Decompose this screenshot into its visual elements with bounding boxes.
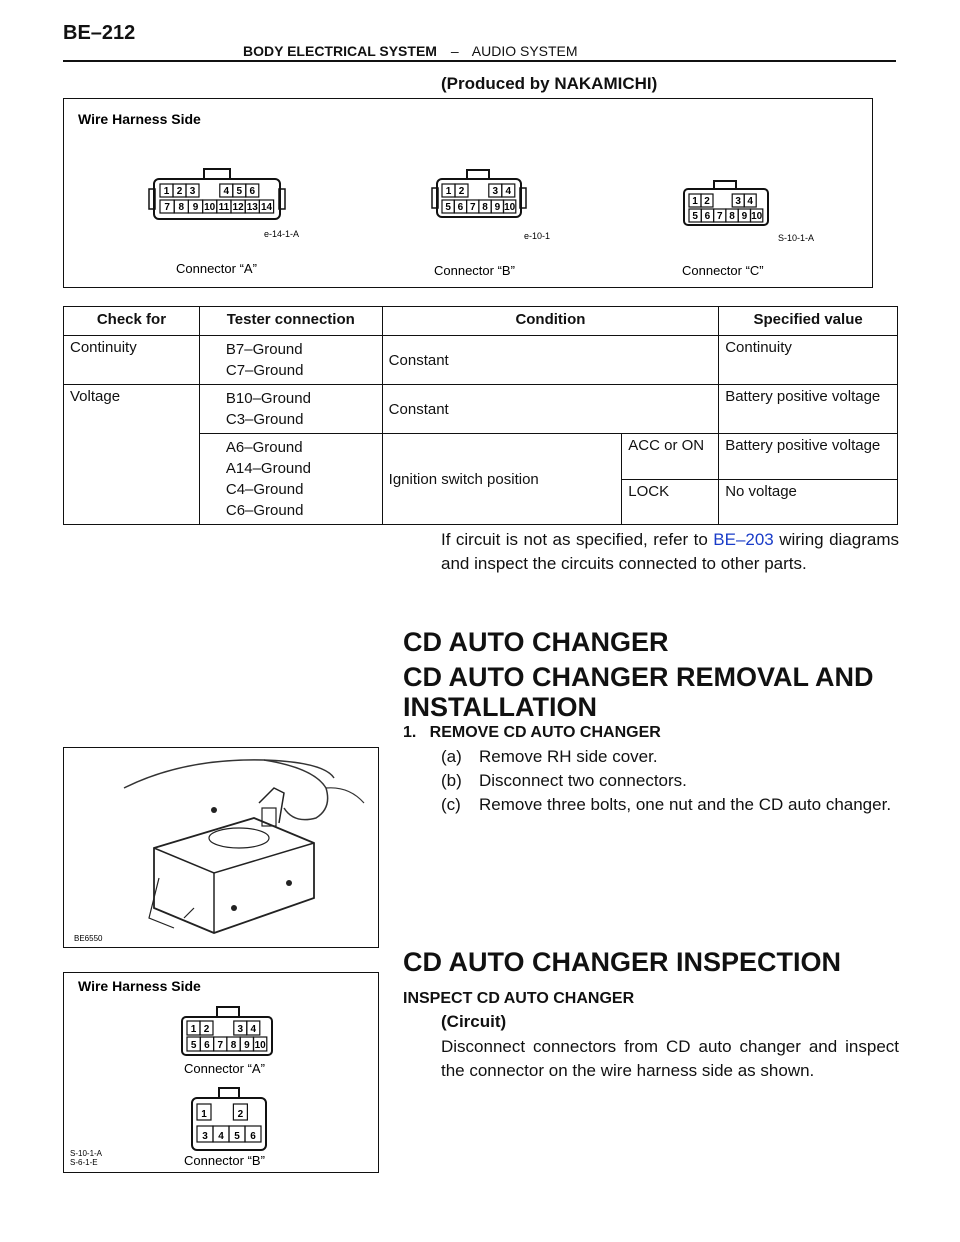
connector-a-label: Connector “A” bbox=[176, 261, 257, 276]
cell-switch-pos: ACC or ON bbox=[622, 434, 719, 480]
pin-number: 13 bbox=[246, 202, 258, 213]
pin-number: 11 bbox=[218, 202, 230, 213]
pin-number: 6 bbox=[250, 1131, 256, 1142]
connector-c-code: S-10-1-A bbox=[778, 233, 815, 243]
figure-code: S-10-1-A bbox=[70, 1149, 103, 1158]
pin-number: 7 bbox=[217, 1040, 224, 1051]
pin-number: 4 bbox=[218, 1131, 224, 1142]
pin-number: 5 bbox=[190, 1040, 197, 1051]
pin-number: 1 bbox=[201, 1109, 207, 1120]
pin-number: 9 bbox=[192, 202, 199, 213]
cell-value: Battery positive voltage bbox=[719, 434, 898, 480]
table-row bbox=[64, 385, 898, 434]
pin-number: 5 bbox=[692, 211, 698, 222]
note-text: wiring diagrams and inspect the circuits connected to other parts. bbox=[441, 530, 899, 573]
pin-number: 10 bbox=[204, 202, 216, 213]
pin-number: 9 bbox=[244, 1040, 250, 1051]
header-condition: Condition bbox=[382, 307, 719, 336]
pin-number: 14 bbox=[260, 202, 273, 213]
tester-line: C7–Ground bbox=[225, 362, 304, 379]
inspection-text: Disconnect connectors from CD auto changer and inspect the connector on the wire harness side as shown. bbox=[441, 1037, 899, 1080]
pin-number: 9 bbox=[494, 202, 501, 213]
pin-number: 7 bbox=[164, 202, 170, 213]
step-item bbox=[441, 747, 658, 767]
spec-table bbox=[63, 306, 898, 525]
pin-number: 3 bbox=[189, 186, 196, 197]
cell-check: Continuity bbox=[64, 336, 200, 385]
step-item-label: (a) bbox=[441, 747, 462, 766]
tester-line: A6–Ground bbox=[225, 439, 303, 456]
pin-number: 7 bbox=[716, 211, 723, 222]
reference-link[interactable]: BE–203 bbox=[713, 530, 774, 549]
wire-harness-figure-2 bbox=[63, 972, 379, 1173]
connector-b-label: Connector “B” bbox=[184, 1153, 265, 1168]
pin-number: 7 bbox=[469, 202, 476, 213]
cell-value: No voltage bbox=[719, 479, 898, 525]
header-rule bbox=[63, 60, 896, 62]
figure-title: Wire Harness Side bbox=[78, 978, 201, 994]
tester-line: A14–Ground bbox=[225, 460, 311, 477]
tester-line: C3–Ground bbox=[225, 411, 304, 428]
pin-number: 8 bbox=[178, 202, 185, 213]
cd-changer-drawing bbox=[64, 748, 377, 946]
header-tester-connection: Tester connection bbox=[199, 307, 382, 336]
step-title: 1. REMOVE CD AUTO CHANGER bbox=[403, 724, 661, 741]
header-title bbox=[243, 43, 578, 59]
header-section: BODY ELECTRICAL SYSTEM bbox=[243, 43, 437, 59]
connector-b-code: e-10-1 bbox=[524, 231, 551, 241]
pin-number: 1 bbox=[445, 186, 452, 197]
page-number: BE–212 bbox=[63, 22, 136, 44]
pin-number: 1 bbox=[163, 186, 170, 197]
pin-number: 4 bbox=[505, 186, 512, 197]
step-item bbox=[441, 771, 687, 791]
pin-number: 8 bbox=[482, 202, 488, 213]
pin-number: 4 bbox=[747, 196, 753, 207]
pin-number: 2 bbox=[704, 196, 710, 207]
connector-diagram-2 bbox=[64, 973, 377, 1171]
pin-number: 10 bbox=[254, 1040, 266, 1051]
cell-value: Continuity bbox=[719, 336, 898, 385]
pin-number: 10 bbox=[504, 202, 516, 213]
circuit-label: (Circuit) bbox=[441, 1012, 507, 1031]
note-text: If circuit is not as specified, refer to bbox=[441, 530, 714, 549]
cell-tester bbox=[199, 385, 382, 434]
cell-condition: Constant bbox=[382, 336, 719, 385]
pin-number: 3 bbox=[492, 186, 499, 197]
cell-switch-pos: LOCK bbox=[622, 479, 719, 525]
subsection-title: CD AUTO CHANGER REMOVAL AND INSTALLATION bbox=[403, 662, 874, 722]
inspection-title: CD AUTO CHANGER INSPECTION bbox=[403, 947, 842, 977]
cell-value: Battery positive voltage bbox=[719, 385, 898, 434]
circuit-note bbox=[441, 528, 899, 576]
step-item-text: Remove RH side cover. bbox=[479, 747, 658, 766]
cell-condition: Constant bbox=[382, 385, 719, 434]
tester-line: B10–Ground bbox=[225, 390, 311, 407]
pin-number: 2 bbox=[237, 1109, 244, 1120]
cd-changer-illustration bbox=[63, 747, 379, 948]
pin-number: 10 bbox=[751, 211, 763, 222]
connector-b-label: Connector “B” bbox=[434, 263, 515, 278]
pin-number: 1 bbox=[190, 1024, 197, 1035]
pin-number: 6 bbox=[457, 202, 464, 213]
pin-number: 2 bbox=[203, 1024, 210, 1035]
figure-title: Wire Harness Side bbox=[78, 111, 201, 127]
connector-c-label: Connector “C” bbox=[682, 263, 764, 278]
inspection-step-title: INSPECT CD AUTO CHANGER bbox=[403, 990, 635, 1007]
pin-number: 8 bbox=[729, 211, 735, 222]
cell-tester bbox=[199, 336, 382, 385]
pin-number: 3 bbox=[237, 1024, 244, 1035]
produced-by: (Produced by NAKAMICHI) bbox=[441, 74, 658, 93]
pin-number: 12 bbox=[232, 202, 244, 213]
step-item-label: (c) bbox=[441, 795, 461, 814]
cell-tester bbox=[199, 434, 382, 525]
pin-number: 2 bbox=[176, 186, 183, 197]
step-item-text: Remove three bolts, one nut and the CD auto changer. bbox=[479, 795, 892, 814]
header-specified-value: Specified value bbox=[719, 307, 898, 336]
step-item-text: Disconnect two connectors. bbox=[479, 771, 687, 790]
pin-number: 3 bbox=[202, 1131, 208, 1142]
header-separator: – bbox=[450, 43, 459, 59]
table-header-row bbox=[64, 307, 898, 336]
pin-number: 4 bbox=[250, 1024, 257, 1035]
pin-number: 5 bbox=[236, 186, 243, 197]
section-title: CD AUTO CHANGER bbox=[403, 627, 669, 657]
wire-harness-figure bbox=[63, 98, 873, 288]
connector-a-label: Connector “A” bbox=[184, 1061, 265, 1076]
header-check-for: Check for bbox=[64, 307, 200, 336]
tester-line: C4–Ground bbox=[225, 481, 304, 498]
step-item bbox=[441, 795, 891, 815]
tester-line: B7–Ground bbox=[225, 341, 303, 358]
cell-check: Voltage bbox=[64, 385, 200, 525]
pin-number: 1 bbox=[692, 196, 698, 207]
pin-number: 2 bbox=[458, 186, 465, 197]
tester-line: C6–Ground bbox=[225, 502, 304, 519]
connector-diagram bbox=[64, 99, 871, 286]
step-item-label: (b) bbox=[441, 771, 462, 790]
header-subsection: AUDIO SYSTEM bbox=[471, 43, 578, 59]
pin-number: 5 bbox=[445, 202, 451, 213]
pin-number: 6 bbox=[249, 186, 256, 197]
pin-number: 6 bbox=[704, 211, 711, 222]
pin-number: 5 bbox=[234, 1131, 240, 1142]
pin-number: 4 bbox=[223, 186, 230, 197]
table-row bbox=[64, 336, 898, 385]
figure-code: S-6-1-E bbox=[70, 1158, 98, 1167]
figure-code: BE6550 bbox=[74, 934, 103, 943]
pin-number: 8 bbox=[230, 1040, 237, 1051]
pin-number: 6 bbox=[204, 1040, 210, 1051]
pin-number: 9 bbox=[741, 211, 748, 222]
connector-a-code: e-14-1-A bbox=[264, 229, 300, 239]
pin-number: 3 bbox=[735, 196, 741, 207]
cell-condition: Ignition switch position bbox=[382, 434, 622, 525]
